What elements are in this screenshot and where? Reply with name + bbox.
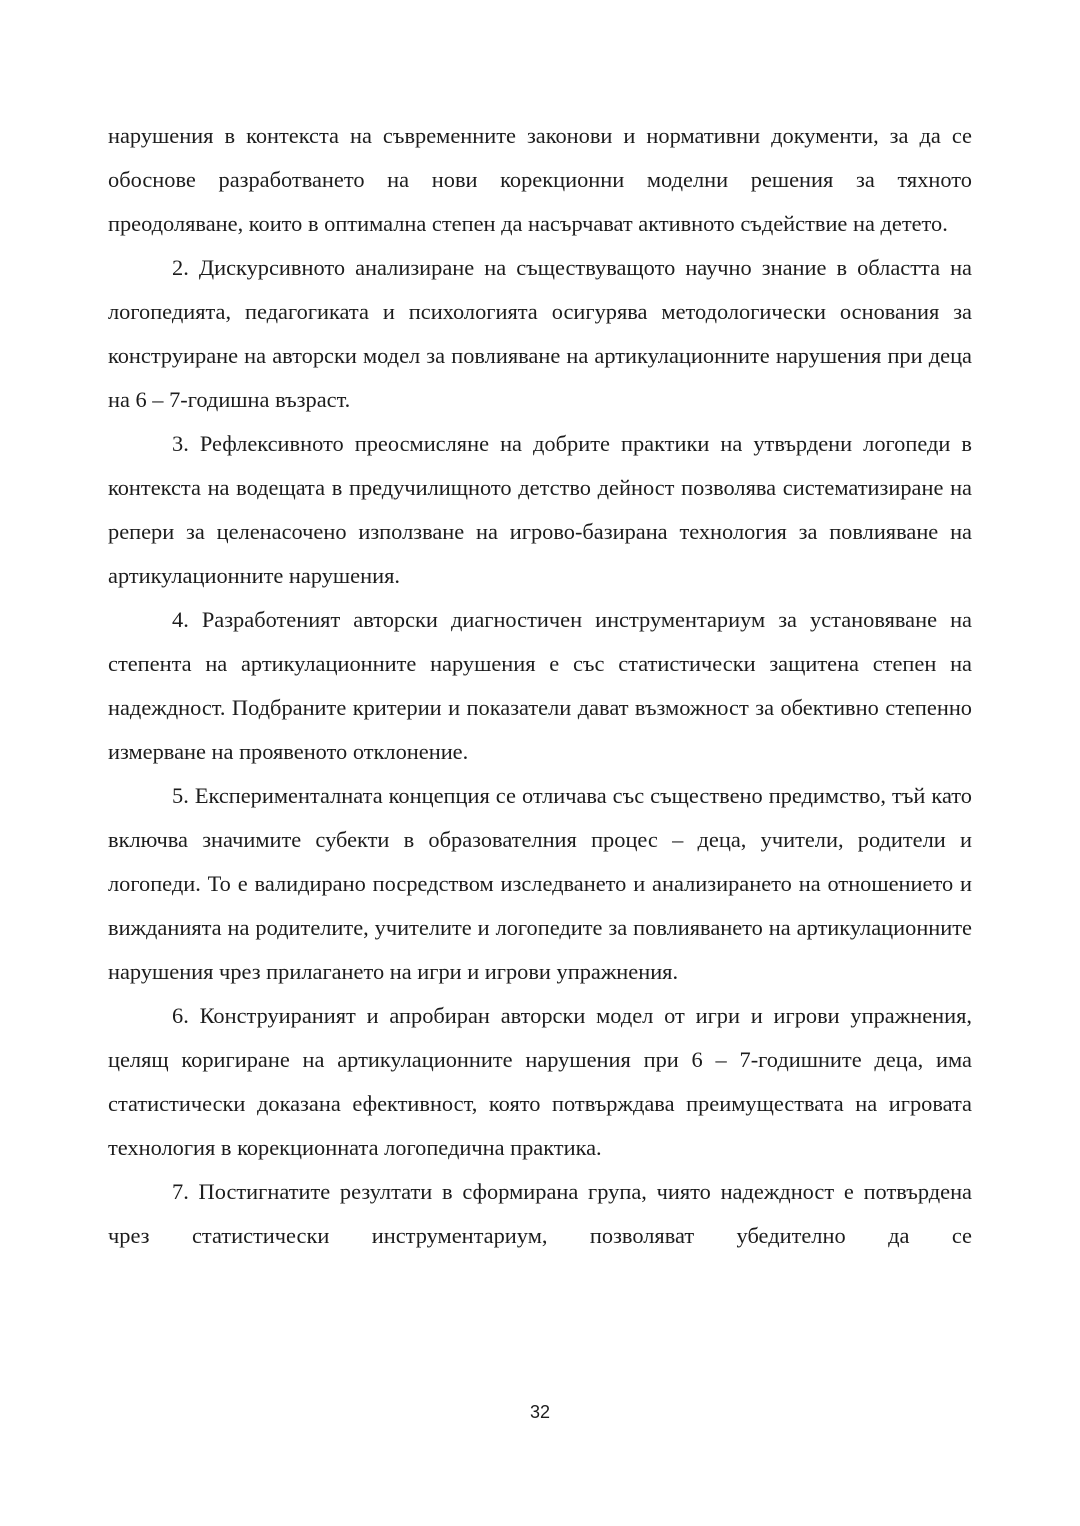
paragraph-item-3: 3. Рефлексивното преосмисляне на добрите практики на утвърдени логопеди в контекста на водещата в предучилищното детство дейност позволява систематизиране на репери за целенасочено използване на игрово-базирана технология за повлияване на артикулационните нарушения.: [108, 431, 972, 588]
page-number: 32: [529, 1402, 551, 1422]
paragraph-item-4: 4. Разработеният авторски диагностичен инструментариум за установяване на степента на артикулационните нарушения е със статистически защитена степен на надеждност. Подбраните критерии и показатели дават възможност за обективно степенно измерване на проявеното отклонение.: [108, 607, 972, 764]
paragraph-item-2: 2. Дискурсивното анализиране на съществуващото научно знание в областта на логопедията, педагогиката и психологията осигурява методологически основания за конструиране на авторски модел за повлияване на артикулационните нарушения при деца на 6 – 7-годишна възраст.: [108, 255, 972, 412]
paragraph-continuation: нарушения в контекста на съвременните законови и нормативни документи, за да се обоснове разработването на нови корекционни моделни решения за тяхното преодоляване, които в оптимална степен да насърчават активното съдействие на детето.: [108, 123, 972, 236]
paragraph-item-6: 6. Конструираният и апробиран авторски модел от игри и игрови упражнения, целящ коригиране на артикулационните нарушения при 6 – 7-годишните деца, има статистически доказана ефективност, която потвърждава преимуществата на игровата технология в корекционната логопедична практика.: [108, 1003, 972, 1160]
paragraph-item-7: 7. Постигнатите резултати в сформирана група, чиято надеждност е потвърдена чрез статистически инструментариум, позволяват убедително да се: [108, 1179, 972, 1248]
paragraph-item-5: 5. Експерименталната концепция се отличава със съществено предимство, тъй като включва значимите субекти в образователния процес – деца, учители, родители и логопеди. То е валидирано посредством изследването и анализирането на отношението и вижданията на родителите, учителите и логопедите за повлияването на артикулационните нарушения чрез прилагането на игри и игрови упражнения.: [108, 783, 972, 984]
document-body: [108, 114, 972, 1258]
